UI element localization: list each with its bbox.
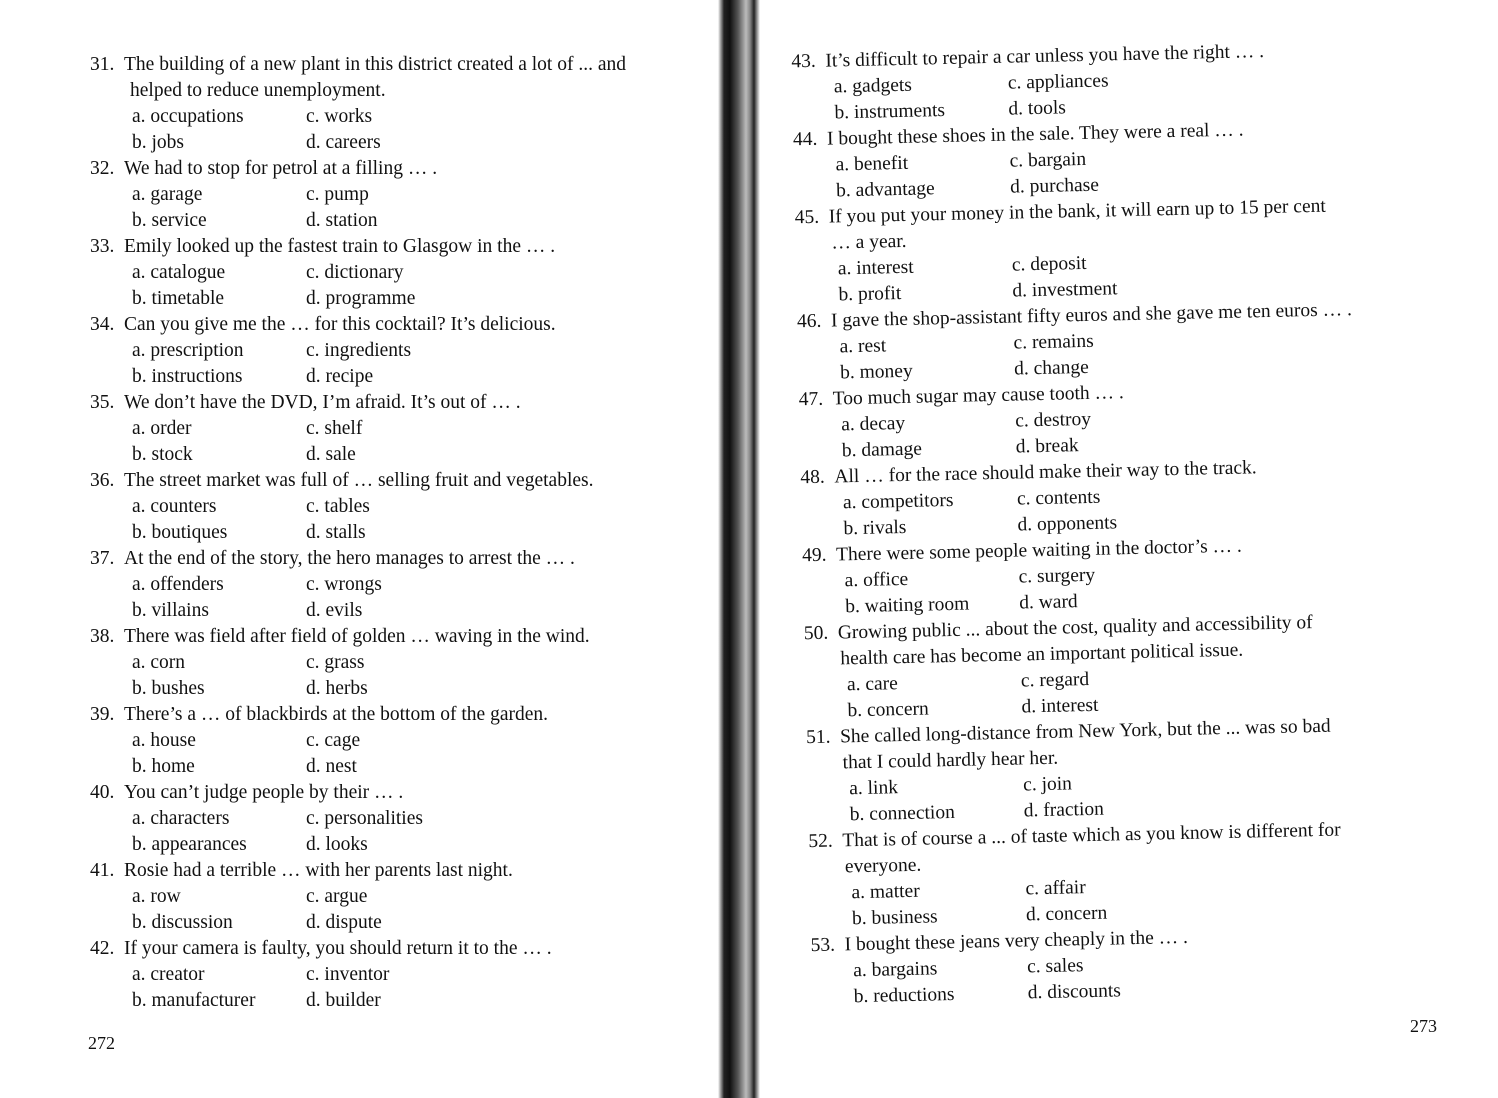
question-text: I bought these jeans very cheaply in the … . [844,926,1189,956]
option-a: a. garage [132,184,203,205]
option-d: d. builder [306,990,381,1011]
option-d: d. looks [306,834,368,855]
question-number: 42. [90,938,115,959]
option-c: c. works [306,106,373,127]
option-b: b. money [839,360,913,384]
question-text: We don’t have the DVD, I’m afraid. It’s out of … . [124,392,521,413]
option-c: c. argue [306,886,368,907]
option-c: c. wrongs [306,574,382,595]
option-d: d. evils [306,600,363,621]
option-d: d. concern [1025,902,1108,926]
question-text: It’s difficult to repair a car unless you have the right … . [825,41,1265,72]
option-a: a. gadgets [833,74,913,98]
question-text: We had to stop for petrol at a filling … . [124,158,438,179]
option-a: a. interest [837,256,914,280]
question-text: I gave the shop-assistant fifty euros and she gave me ten euros … . [830,299,1353,332]
question-number: 39. [90,704,115,725]
option-a: a. office [844,568,909,592]
question-34 [90,312,556,338]
option-d: d. purchase [1009,174,1100,198]
option-d: d. opponents [1017,512,1118,536]
option-c: c. deposit [1011,252,1087,276]
question-number: 53. [810,934,836,957]
question-text: Can you give me the … for this cocktail? It’s delicious. [124,314,556,335]
option-c: c. grass [306,652,365,673]
option-c: c. destroy [1015,408,1092,432]
option-b: b. business [851,906,938,930]
option-b: b. advantage [835,178,935,202]
option-d: d. station [306,210,378,231]
option-b: b. villains [132,600,209,621]
question-text-continuation: helped to reduce unemployment. [130,80,386,101]
question-36 [90,468,593,494]
option-a: a. care [846,673,899,696]
option-c: c. personalities [306,808,423,829]
question-33 [90,234,555,260]
question-number: 34. [90,314,115,335]
question-number: 33. [90,236,115,257]
option-b: b. discussion [132,912,233,933]
option-a: a. benefit [835,152,909,176]
question-number: 47. [798,388,824,411]
right-page [760,0,1498,1098]
option-c: c. sales [1026,955,1084,978]
left-page-number: 272 [88,1033,115,1053]
option-d: d. discounts [1027,980,1122,1004]
question-number: 52. [808,830,833,853]
option-d: d. recipe [306,366,374,387]
option-d: d. stalls [306,522,366,543]
option-b: b. boutiques [132,522,228,543]
option-a: a. matter [851,880,920,904]
option-d: d. break [1015,435,1079,458]
option-b: b. waiting room [845,593,970,618]
option-a: a. link [848,777,899,800]
option-d: d. sale [306,444,356,465]
option-a: a. creator [132,964,205,985]
option-b: b. jobs [132,132,185,153]
question-text-continuation: health care has become an important political issue. [840,639,1244,670]
option-a: a. counters [132,496,217,517]
question-number: 35. [90,392,115,413]
question-number: 43. [791,50,816,73]
option-c: c. ingredients [306,340,412,361]
question-number: 49. [801,544,827,567]
question-text: All … for the race should make their way to the track. [834,457,1257,488]
option-a: a. characters [132,808,230,829]
option-c: c. remains [1013,330,1094,354]
question-42 [90,936,552,962]
question-text-continuation: that I could hardly hear her. [842,747,1059,774]
question-number: 44. [792,128,818,151]
option-a: a. competitors [842,489,954,514]
question-text: The street market was full of … selling fruit and vegetables. [124,470,594,491]
option-c: c. dictionary [306,262,404,283]
option-a: a. occupations [132,106,244,127]
question-text: At the end of the story, the hero manages to arrest the … . [124,548,575,569]
option-a: a. catalogue [132,262,226,283]
option-c: c. cage [306,730,361,751]
question-31 [90,52,626,78]
option-a: a. offenders [132,574,224,595]
option-b: b. stock [132,444,193,465]
option-a: a. corn [132,652,186,673]
option-b: b. profit [838,282,902,306]
option-a: a. prescription [132,340,244,361]
option-c: c. regard [1020,668,1090,692]
question-number: 38. [90,626,115,647]
option-c: c. pump [306,184,369,205]
question-number: 51. [805,726,831,749]
question-text: Rosie had a terrible … with her parents last night. [124,860,513,881]
question-number: 41. [90,860,115,881]
question-40 [90,780,403,806]
option-b: b. instruments [834,99,946,124]
question-number: 50. [803,622,829,645]
option-b: b. bushes [132,678,205,699]
question-text-continuation: … a year. [831,230,907,254]
option-c: c. contents [1016,486,1101,510]
option-b: b. home [132,756,195,777]
option-a: a. bargains [852,958,938,982]
option-a: a. decay [841,412,906,436]
option-c: c. surgery [1018,564,1096,588]
option-b: b. concern [847,698,929,722]
option-d: d. herbs [306,678,368,699]
question-39 [90,702,548,728]
question-number: 37. [90,548,115,569]
option-b: b. timetable [132,288,225,309]
option-d: d. interest [1021,694,1099,718]
option-c: c. tables [306,496,370,517]
option-a: a. house [132,730,196,751]
option-b: b. appearances [132,834,247,855]
option-d: d. careers [306,132,381,153]
question-text: The building of a new plant in this district created a lot of ... and [124,54,626,75]
right-page-number: 273 [1410,1016,1437,1036]
question-text: If you put your money in the bank, it will earn up to 15 per cent [828,195,1327,228]
question-number: 46. [796,310,822,333]
option-d: d. dispute [306,912,382,933]
option-d: d. change [1013,356,1090,380]
question-text: There were some people waiting in the doctor’s … . [835,535,1243,566]
option-b: b. connection [849,801,956,826]
option-c: c. affair [1025,877,1086,900]
question-number: 40. [90,782,115,803]
question-number: 32. [90,158,115,179]
question-38 [90,624,590,650]
question-text: Emily looked up the fastest train to Glasgow in the … . [124,236,556,257]
question-text-continuation: everyone. [844,854,922,878]
question-37 [90,546,575,572]
question-text: You can’t judge people by their … . [124,782,404,803]
question-35 [90,390,521,416]
option-d: d. investment [1012,278,1118,302]
option-d: d. fraction [1023,798,1105,822]
question-41 [90,858,513,884]
question-number: 36. [90,470,115,491]
question-number: 31. [90,54,115,75]
question-text: That is of course a ... of taste which as you know is different for [842,819,1341,852]
question-32 [90,156,437,182]
option-d: d. programme [306,288,416,309]
question-number: 48. [800,466,826,489]
question-text: Growing public ... about the cost, quality and accessibility of [837,612,1313,644]
question-text: I bought these shoes in the sale. They were a real … . [826,119,1244,150]
option-c: c. shelf [306,418,363,439]
option-c: c. inventor [306,964,390,985]
question-text: If your camera is faulty, you should return it to the … . [124,938,552,959]
option-a: a. order [132,418,192,439]
question-text: There’s a … of blackbirds at the bottom of the garden. [124,704,548,725]
question-text: She called long-distance from New York, but the ... was so bad [839,715,1331,748]
question-number: 45. [794,206,820,229]
option-c: c. appliances [1007,70,1109,94]
option-b: b. instructions [132,366,243,387]
option-d: d. nest [306,756,357,777]
question-text: Too much sugar may cause tooth … . [832,382,1124,410]
option-b: b. rivals [843,516,907,540]
option-d: d. tools [1008,97,1067,120]
question-text: There was field after field of golden … waving in the wind. [124,626,590,647]
option-b: b. damage [841,438,923,462]
left-page [0,0,725,1098]
option-a: a. rest [839,335,887,358]
option-c: c. join [1022,773,1073,796]
option-c: c. bargain [1009,148,1087,172]
option-b: b. manufacturer [132,990,256,1011]
option-d: d. ward [1018,591,1078,614]
option-b: b. service [132,210,207,231]
option-b: b. reductions [853,983,955,1008]
option-a: a. row [132,886,181,907]
